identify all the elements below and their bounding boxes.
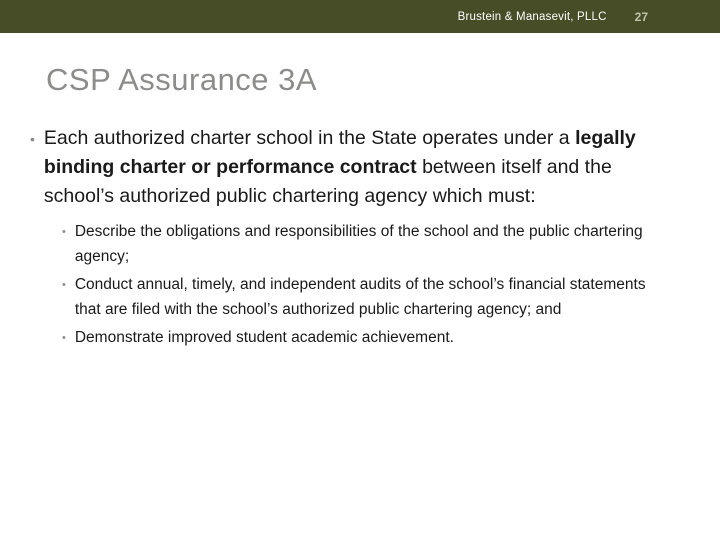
sub-bullet-text: Describe the obligations and responsibilities of the school and the public chartering agency;: [74, 223, 643, 265]
bullet-marker: •: [62, 279, 66, 291]
bullet-marker: •: [62, 332, 66, 344]
main-bullet: [0, 124, 720, 211]
sub-bullet-list: [0, 219, 720, 351]
bullet-marker: •: [62, 226, 66, 238]
list-item: [0, 272, 720, 322]
page-number: 27: [634, 9, 648, 24]
sub-bullet-text: Conduct annual, timely, and independent audits of the school’s financial statements that are filed with the school’s authorized public chartering agency; and: [74, 276, 646, 318]
firm-name: Brustein & Manasevit, PLLC: [457, 10, 607, 23]
main-bullet-run: between itself and the school’s authorized public chartering agency which must:: [43, 156, 612, 207]
header-bar: [0, 0, 720, 33]
main-bullet-run: Each authorized charter school in the State operates under a: [43, 127, 576, 149]
slide-body: [0, 124, 720, 354]
main-bullet-run-bold: legally binding charter or performance contract: [43, 127, 636, 178]
sub-bullet-text: Demonstrate improved student academic achievement.: [74, 329, 454, 346]
list-item: [0, 219, 720, 269]
main-bullet-text: [44, 124, 662, 211]
list-item: [0, 325, 720, 351]
bullet-marker: •: [30, 131, 35, 147]
slide-title: CSP Assurance 3A: [46, 62, 318, 97]
